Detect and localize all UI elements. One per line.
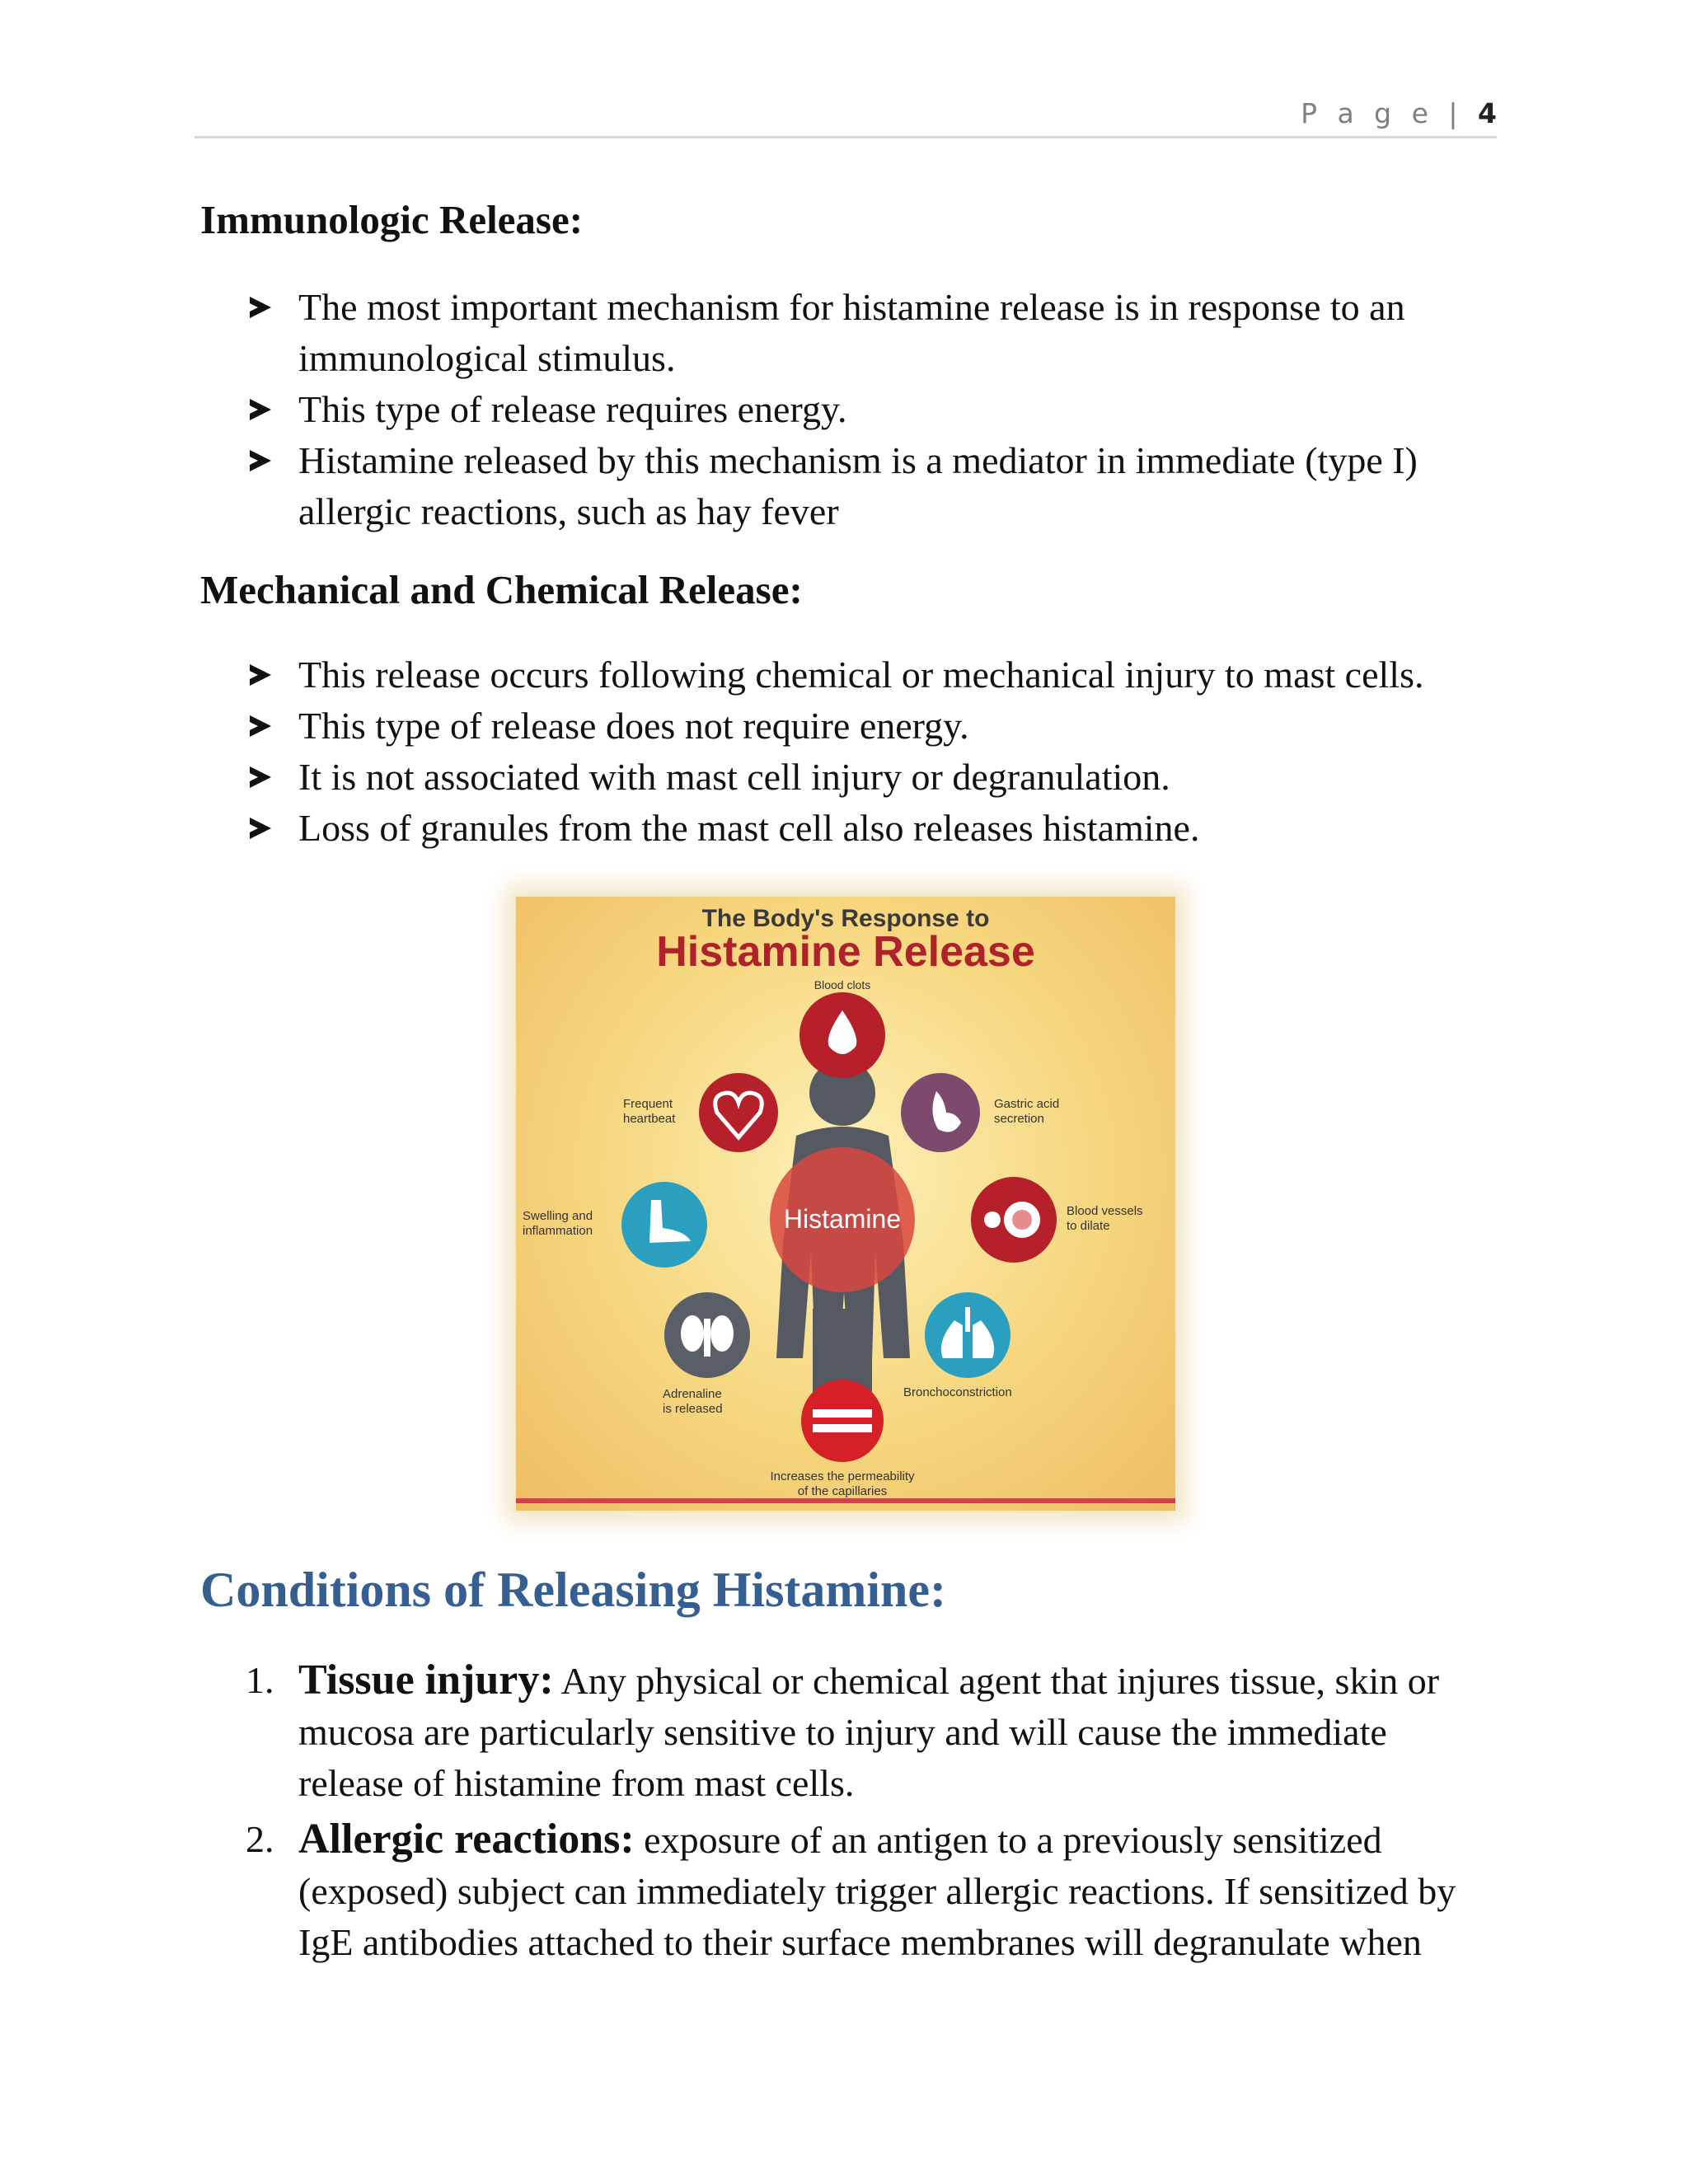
foot-icon xyxy=(621,1182,707,1268)
arrow-bullet-icon xyxy=(250,297,271,318)
stomach-icon xyxy=(901,1073,980,1152)
label-gastric-1: Gastric acid xyxy=(994,1097,1060,1111)
page-number: P a g e | 4 xyxy=(1301,97,1497,129)
bullet-item: This type of release does not require energy. xyxy=(247,701,1500,752)
bullet-item: It is not associated with mast cell injury or degranulation. xyxy=(247,752,1500,803)
label-adrenaline-1: Adrenaline xyxy=(663,1387,722,1401)
section-title-immunologic: Immunologic Release: xyxy=(200,197,584,242)
histamine-center-label: Histamine xyxy=(783,1204,902,1234)
arrow-bullet-icon xyxy=(250,715,271,737)
label-gastric-2: secretion xyxy=(994,1112,1044,1126)
histamine-infographic xyxy=(516,897,1175,1511)
bullet-item: This release occurs following chemical or mechanical injury to mast cells. xyxy=(247,649,1500,701)
bullet-item: This type of release requires energy. xyxy=(247,384,1500,435)
capillary-icon xyxy=(801,1380,884,1462)
bullet-item: Histamine released by this mechanism is a mediator in immediate (type I) allergic reactions, such as hay fever xyxy=(247,435,1500,537)
condition-text: Any physical or chemical agent that injures tissue, skin or mucosa are particularly sensitive to injury and will cause the immediate release of histamine from mast cells. xyxy=(298,1660,1440,1804)
infographic-subtitle: The Body's Response to xyxy=(701,905,990,932)
label-vessels-2: to dilate xyxy=(1067,1219,1110,1233)
label-adrenaline-2: is released xyxy=(663,1402,723,1416)
blood-drop-icon xyxy=(799,992,885,1078)
condition-item xyxy=(239,1655,1492,1809)
lungs-icon xyxy=(925,1292,1010,1378)
infographic-title: Histamine Release xyxy=(656,928,1035,976)
condition-term: Tissue injury: xyxy=(298,1657,554,1704)
label-swelling-2: inflammation xyxy=(523,1224,593,1238)
mechanical-bullet-list xyxy=(247,649,1500,854)
label-heartbeat-2: heartbeat xyxy=(623,1112,676,1126)
arrow-bullet-icon xyxy=(250,664,271,686)
label-permeability-2: of the capillaries xyxy=(797,1484,888,1498)
label-swelling-1: Swelling and xyxy=(523,1209,593,1223)
item-number: 1. xyxy=(246,1659,274,1701)
arrow-bullet-icon xyxy=(250,450,271,471)
label-vessels-1: Blood vessels xyxy=(1067,1204,1143,1218)
item-number: 2. xyxy=(246,1818,274,1860)
figure-bottom-bar xyxy=(516,1498,1175,1503)
label-broncho: Bronchoconstriction xyxy=(903,1385,1012,1399)
label-blood-clots: Blood clots xyxy=(814,978,871,991)
page-header xyxy=(195,97,1497,138)
immunologic-bullet-list xyxy=(247,282,1500,537)
conditions-heading: Conditions of Releasing Histamine: xyxy=(200,1563,947,1617)
bullet-item: The most important mechanism for histamine release is in response to an immunological stimulus. xyxy=(247,282,1500,384)
blood-vessel-icon xyxy=(971,1177,1057,1263)
arrow-bullet-icon xyxy=(250,399,271,420)
condition-term: Allergic reactions: xyxy=(298,1816,635,1863)
label-heartbeat-1: Frequent xyxy=(623,1097,673,1111)
arrow-bullet-icon xyxy=(250,766,271,788)
label-permeability-1: Increases the permeability xyxy=(770,1469,915,1483)
section-title-mechanical: Mechanical and Chemical Release: xyxy=(200,567,803,612)
condition-item xyxy=(239,1814,1492,1968)
arrow-bullet-icon xyxy=(250,818,271,839)
conditions-list xyxy=(239,1655,1492,1973)
bullet-item: Loss of granules from the mast cell also releases histamine. xyxy=(247,803,1500,854)
heart-icon xyxy=(699,1073,778,1152)
kidney-icon xyxy=(664,1292,750,1378)
condition-text: exposure of an antigen to a previously sensitized (exposed) subject can immediately trigger allergic reactions. If sensitized by IgE antibodies attached to their surface membranes will degranulate when xyxy=(298,1819,1456,1963)
